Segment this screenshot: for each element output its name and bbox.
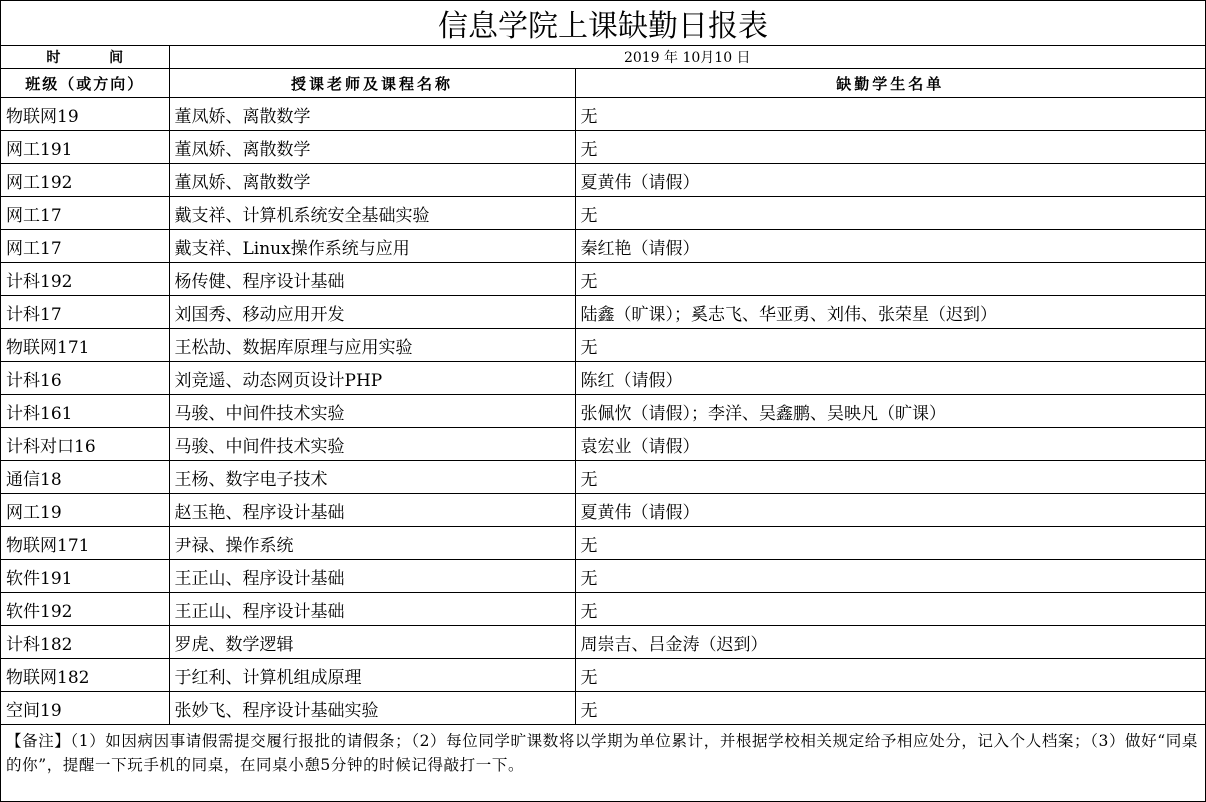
table-row [1, 362, 1205, 395]
teacher-course-cell: 董凤娇、离散数学 [169, 98, 575, 131]
teacher-course-cell: 刘国秀、移动应用开发 [169, 296, 575, 329]
absent-students-cell: 无 [575, 527, 1205, 560]
table-row [1, 593, 1205, 626]
absent-students-cell: 秦红艳（请假） [575, 230, 1205, 263]
absent-students-cell: 无 [575, 197, 1205, 230]
remarks-note: 【备注】（1）如因病因事请假需提交履行报批的请假条；（2）每位同学旷课数将以学期为单位累计，并根据学校相关规定给予相应处分，记入个人档案；（3）做好“同桌的你”，提醒一下玩手机的同桌，在同桌小憩5分钟的时候记得敲打一下。 [1, 725, 1205, 798]
header-row [1, 69, 1205, 98]
class-cell: 物联网19 [1, 98, 169, 131]
teacher-course-cell: 戴支祥、计算机系统安全基础实验 [169, 197, 575, 230]
table-row [1, 98, 1205, 131]
class-cell: 网工19 [1, 494, 169, 527]
header-class: 班级（或方向） [1, 69, 169, 98]
class-cell: 通信18 [1, 461, 169, 494]
class-cell: 物联网182 [1, 659, 169, 692]
class-cell: 物联网171 [1, 527, 169, 560]
teacher-course-cell: 戴支祥、Linux操作系统与应用 [169, 230, 575, 263]
teacher-course-cell: 董凤娇、离散数学 [169, 131, 575, 164]
attendance-table [1, 1, 1205, 797]
date-row [1, 46, 1205, 69]
class-cell: 网工17 [1, 197, 169, 230]
table-row [1, 263, 1205, 296]
class-cell: 计科对口16 [1, 428, 169, 461]
table-row [1, 197, 1205, 230]
table-row [1, 428, 1205, 461]
class-cell: 软件191 [1, 560, 169, 593]
absent-students-cell: 陈红（请假） [575, 362, 1205, 395]
table-row [1, 164, 1205, 197]
report-title: 信息学院上课缺勤日报表 [1, 1, 1205, 46]
table-row [1, 461, 1205, 494]
absent-students-cell: 无 [575, 98, 1205, 131]
class-cell: 物联网171 [1, 329, 169, 362]
teacher-course-cell: 王正山、程序设计基础 [169, 593, 575, 626]
title-row [1, 1, 1205, 46]
report-date: 2019 年 10月10 日 [169, 46, 1205, 69]
absent-students-cell: 无 [575, 692, 1205, 725]
table-row [1, 560, 1205, 593]
absent-students-cell: 无 [575, 659, 1205, 692]
absent-students-cell: 夏黄伟（请假） [575, 494, 1205, 527]
teacher-course-cell: 尹禄、操作系统 [169, 527, 575, 560]
class-cell: 网工17 [1, 230, 169, 263]
teacher-course-cell: 刘竞遥、动态网页设计PHP [169, 362, 575, 395]
table-row [1, 494, 1205, 527]
class-cell: 网工191 [1, 131, 169, 164]
absent-students-cell: 夏黄伟（请假） [575, 164, 1205, 197]
teacher-course-cell: 杨传健、程序设计基础 [169, 263, 575, 296]
class-cell: 计科16 [1, 362, 169, 395]
absent-students-cell: 无 [575, 593, 1205, 626]
teacher-course-cell: 马骏、中间件技术实验 [169, 395, 575, 428]
table-row [1, 296, 1205, 329]
note-row [1, 725, 1205, 798]
table-row [1, 329, 1205, 362]
table-row [1, 626, 1205, 659]
teacher-course-cell: 王松劼、数据库原理与应用实验 [169, 329, 575, 362]
table-row [1, 395, 1205, 428]
absent-students-cell: 陆鑫（旷课）；奚志飞、华亚勇、刘伟、张荣星（迟到） [575, 296, 1205, 329]
absent-students-cell: 无 [575, 461, 1205, 494]
table-row [1, 131, 1205, 164]
teacher-course-cell: 马骏、中间件技术实验 [169, 428, 575, 461]
header-absent-students: 缺勤学生名单 [575, 69, 1205, 98]
time-label: 时 间 [1, 46, 169, 69]
class-cell: 计科182 [1, 626, 169, 659]
absent-students-cell: 袁宏业（请假） [575, 428, 1205, 461]
absent-students-cell: 无 [575, 329, 1205, 362]
teacher-course-cell: 张妙飞、程序设计基础实验 [169, 692, 575, 725]
table-row [1, 659, 1205, 692]
teacher-course-cell: 罗虎、数学逻辑 [169, 626, 575, 659]
absent-students-cell: 张佩忺（请假）；李洋、吴鑫鹏、吴映凡（旷课） [575, 395, 1205, 428]
teacher-course-cell: 赵玉艳、程序设计基础 [169, 494, 575, 527]
teacher-course-cell: 王正山、程序设计基础 [169, 560, 575, 593]
class-cell: 空间19 [1, 692, 169, 725]
table-row [1, 527, 1205, 560]
header-teacher-course: 授课老师及课程名称 [169, 69, 575, 98]
table-row [1, 692, 1205, 725]
class-cell: 计科161 [1, 395, 169, 428]
teacher-course-cell: 于红利、计算机组成原理 [169, 659, 575, 692]
absent-students-cell: 周崇吉、吕金涛（迟到） [575, 626, 1205, 659]
class-cell: 软件192 [1, 593, 169, 626]
absent-students-cell: 无 [575, 131, 1205, 164]
class-cell: 网工192 [1, 164, 169, 197]
teacher-course-cell: 王杨、数字电子技术 [169, 461, 575, 494]
class-cell: 计科17 [1, 296, 169, 329]
absent-students-cell: 无 [575, 263, 1205, 296]
teacher-course-cell: 董凤娇、离散数学 [169, 164, 575, 197]
class-cell: 计科192 [1, 263, 169, 296]
absent-students-cell: 无 [575, 560, 1205, 593]
table-row [1, 230, 1205, 263]
